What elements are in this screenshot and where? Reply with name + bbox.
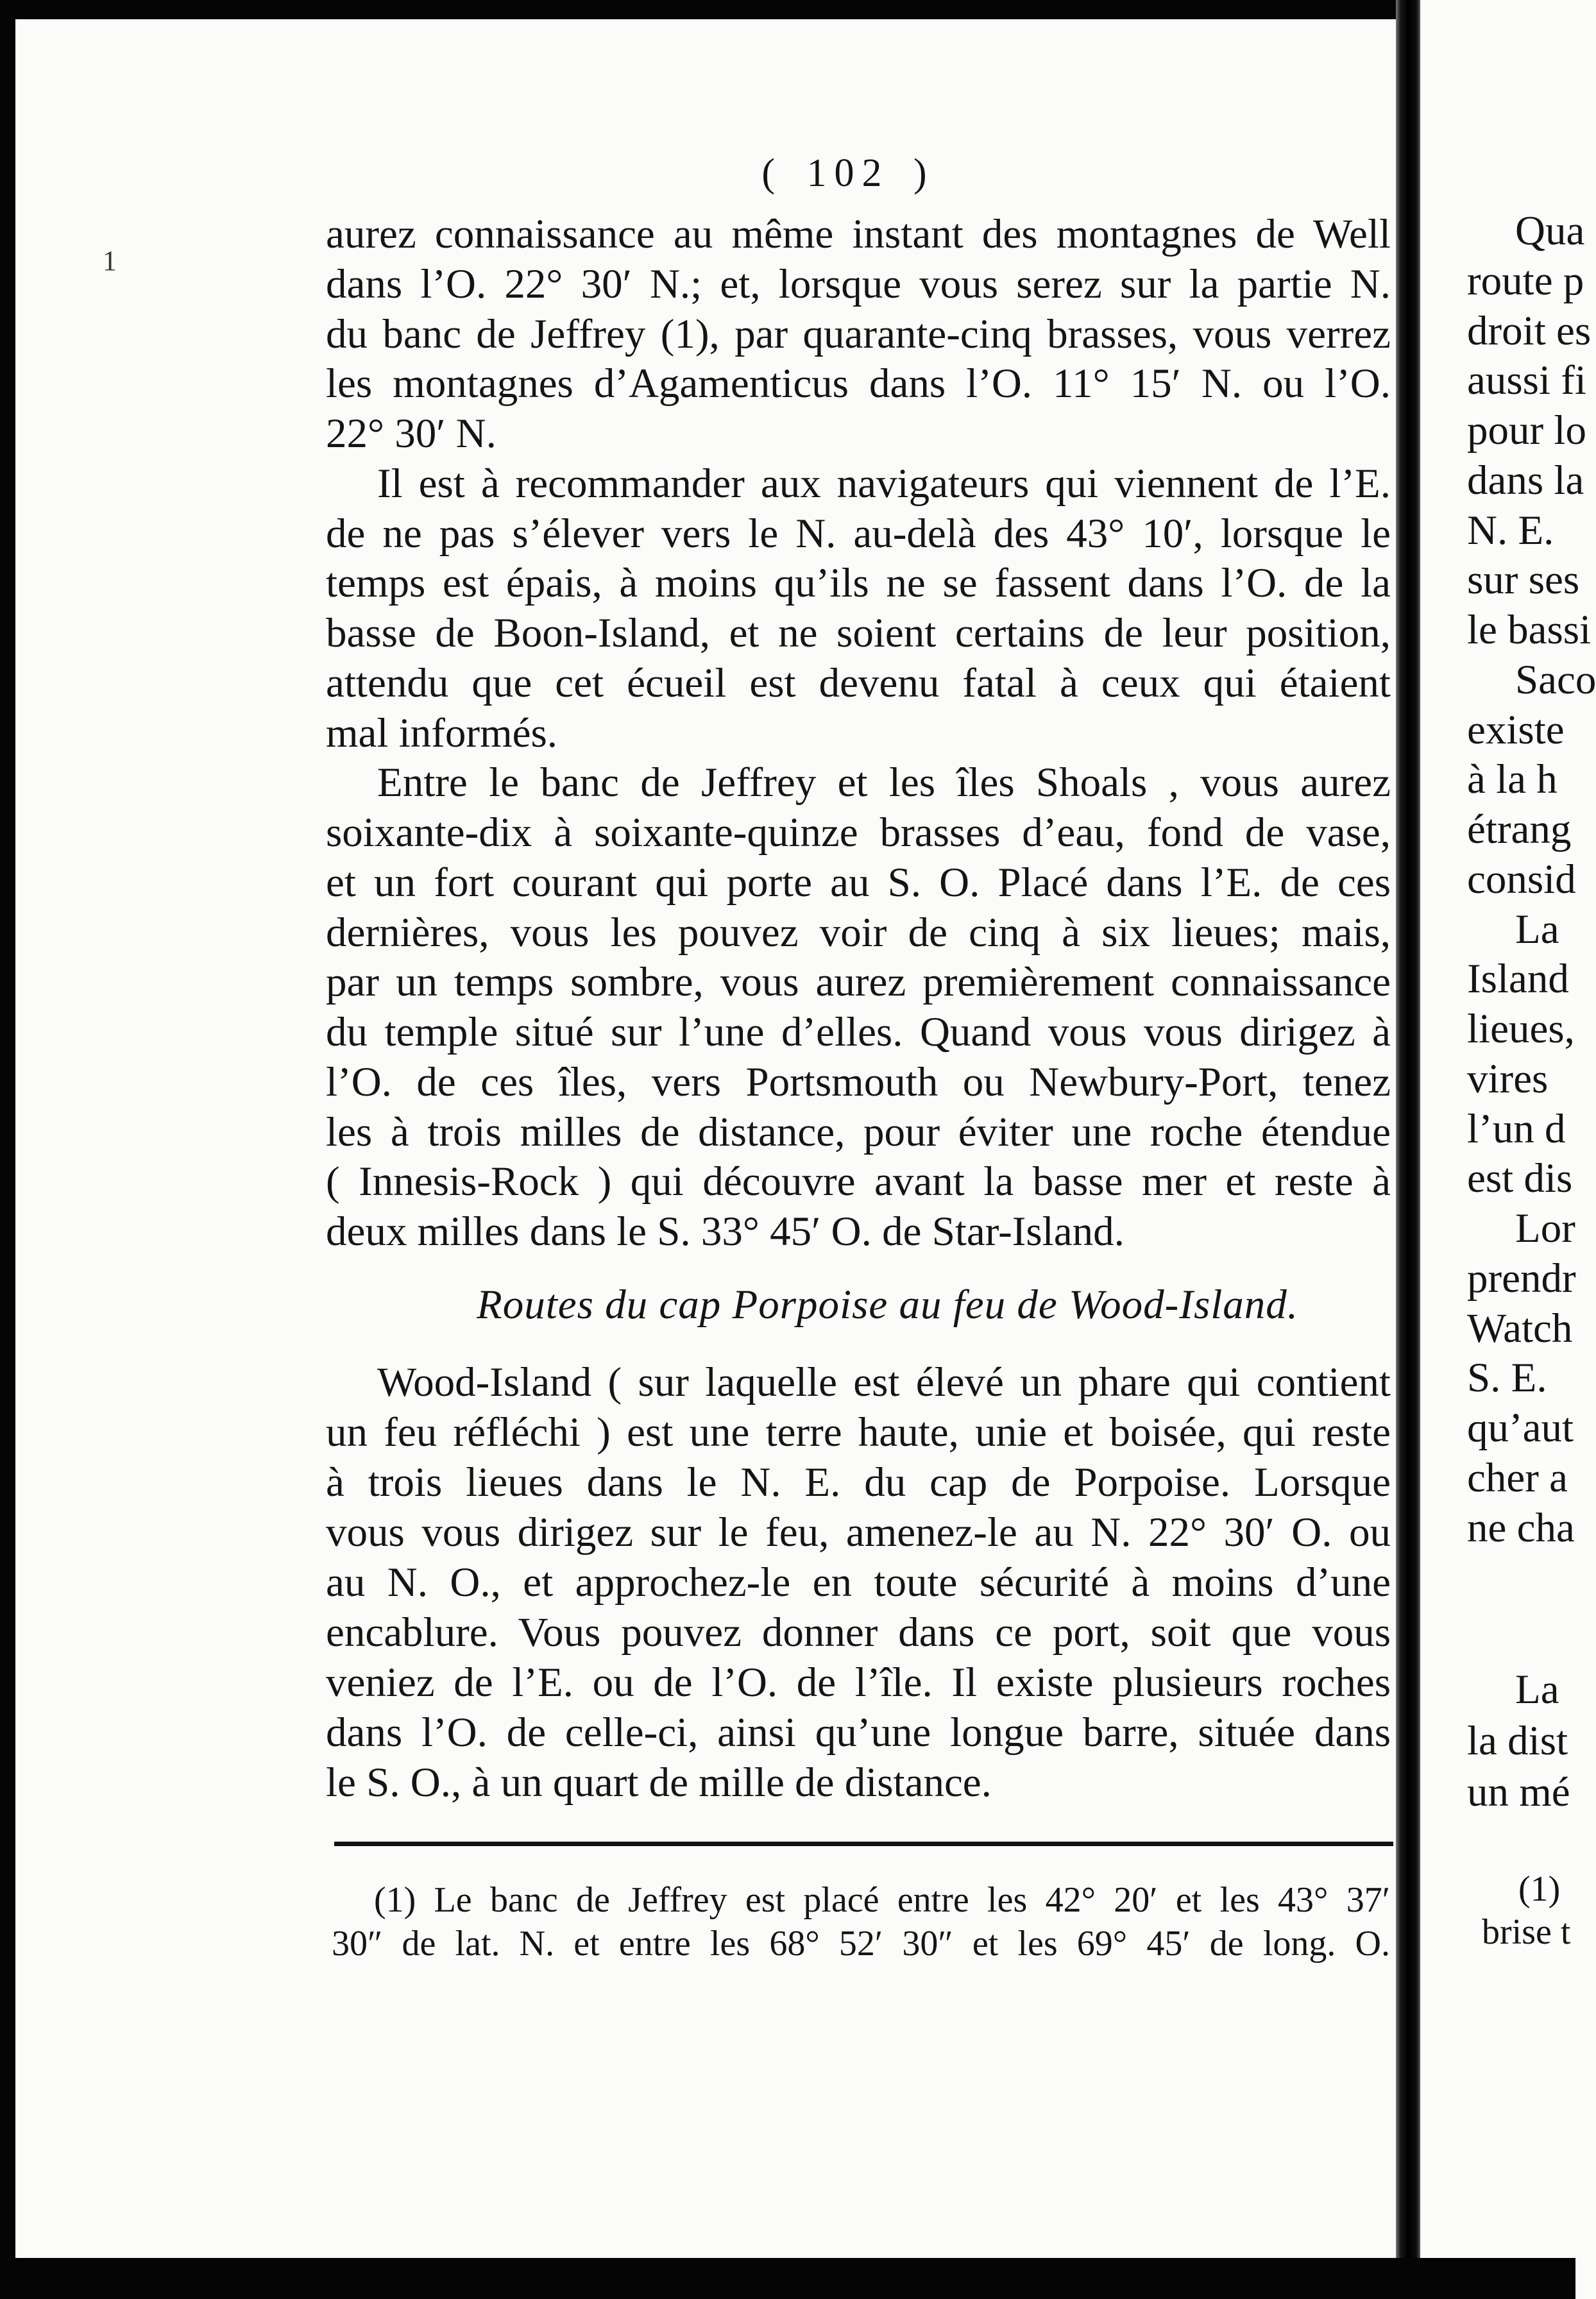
footnote-line: 30″ de lat. N. et entre les 68° 52′ 30″ et les 69° 45′ de long. O. xyxy=(332,1924,1390,1964)
body-text-line: à trois lieues dans le N. E. du cap de Porpoise. Lorsque xyxy=(326,1459,1391,1506)
facing-page-line: un mé xyxy=(1467,1769,1570,1815)
body-text-line: par un temps sombre, vous aurez premièrement connaissance xyxy=(326,959,1391,1006)
body-text-line: et un fort courant qui porte au S. O. Placé dans l’E. de ces xyxy=(326,859,1391,906)
body-text-line: temps est épais, à moins qu’ils ne se fassent dans l’O. de la xyxy=(326,560,1391,607)
scan-border-bottom xyxy=(0,2258,1575,2299)
footnote-rule xyxy=(334,1842,1393,1846)
facing-page-line: sur ses xyxy=(1467,557,1580,604)
facing-page-line: route p xyxy=(1467,257,1584,304)
facing-page-line: ne cha xyxy=(1467,1504,1575,1551)
page-gutter xyxy=(1396,0,1420,2299)
body-text-line: vous vous dirigez sur le feu, amenez-le au N. 22° 30′ O. ou xyxy=(326,1509,1391,1556)
facing-page-line: Saco xyxy=(1515,656,1596,703)
page-number: ( 102 ) xyxy=(761,151,935,195)
facing-page-line: Lor xyxy=(1515,1205,1575,1251)
body-text-line: dans l’O. de celle-ci, ainsi qu’une longue barre, située dans xyxy=(326,1709,1391,1756)
body-text-line: veniez de l’E. ou de l’O. de l’île. Il existe plusieurs roches xyxy=(326,1659,1391,1706)
facing-page-line: Qua xyxy=(1515,208,1585,254)
body-text xyxy=(326,210,1391,1257)
facing-page-line: S. E. xyxy=(1467,1355,1547,1402)
body-text-line: un feu réfléchi ) est une terre haute, unie et boisée, qui reste xyxy=(326,1409,1391,1455)
facing-page-footnote xyxy=(1420,1868,1575,1954)
facing-page-line: étrang xyxy=(1467,806,1572,853)
facing-page-line: dans la xyxy=(1467,457,1584,504)
body-text-line: du temple situé sur l’une d’elles. Quand vous vous dirigez à xyxy=(326,1009,1391,1055)
body-text-line: soixante-dix à soixante-quinze brasses d’eau, fond de vase, xyxy=(326,810,1391,856)
body-text-line: 22° 30′ N. xyxy=(326,411,497,457)
facing-page-line: consid xyxy=(1467,856,1576,903)
body-text-line: le S. O., à un quart de mille de distance. xyxy=(326,1760,992,1806)
facing-page-line: l’un d xyxy=(1467,1105,1566,1152)
body-text-line: les montagnes d’Agamenticus dans l’O. 11° 15′ N. ou l’O. xyxy=(326,361,1391,407)
body-text-line: dans l’O. 22° 30′ N.; et, lorsque vous serez sur la partie N. xyxy=(326,260,1391,307)
body-text-line: encablure. Vous pouvez donner dans ce port, soit que vous xyxy=(326,1609,1391,1656)
scan-border-top xyxy=(0,0,1575,19)
facing-page-line: droit es xyxy=(1467,307,1592,354)
facing-page-line: La xyxy=(1515,906,1559,953)
facing-page-line: à la h xyxy=(1467,756,1558,803)
body-text-line: Entre le banc de Jeffrey et les îles Shoals , vous aurez xyxy=(377,759,1391,806)
facing-page-line: pour lo xyxy=(1467,407,1586,454)
footnote xyxy=(332,1878,1390,1965)
margin-mark: 1 xyxy=(103,245,117,276)
body-text-line: Il est à recommander aux navigateurs qui viennent de l’E. xyxy=(377,460,1391,507)
facing-page-line: la dist xyxy=(1467,1718,1568,1764)
facing-page-line: le bassi xyxy=(1467,607,1592,653)
section-body-text xyxy=(326,1357,1391,1808)
facing-page-line: N. E. xyxy=(1467,507,1554,554)
body-text-line: deux milles dans le S. 33° 45′ O. de Star-Island. xyxy=(326,1209,1125,1255)
facing-page-line: prendr xyxy=(1467,1255,1576,1302)
facing-page-line: Island xyxy=(1467,956,1569,1003)
body-text-line: attendu que cet écueil est devenu fatal à ceux qui étaient xyxy=(326,659,1391,706)
body-text-line: basse de Boon-Island, et ne soient certains de leur position, xyxy=(326,610,1391,656)
body-text-line: au N. O., et approchez-le en toute sécurité à moins d’une xyxy=(326,1559,1391,1606)
facing-page-line: vires xyxy=(1467,1055,1549,1102)
facing-page-line: existe xyxy=(1467,706,1565,753)
body-text-line: Wood-Island ( sur laquelle est élevé un phare qui contient xyxy=(377,1359,1391,1405)
body-text-line: mal informés. xyxy=(326,709,558,756)
facing-page-line: lieues, xyxy=(1467,1006,1575,1052)
facing-page-text xyxy=(1420,207,1596,1553)
scan-border-left xyxy=(0,0,15,2299)
body-text-line: aurez connaissance au même instant des montagnes de Well xyxy=(326,211,1391,257)
body-text-line: du banc de Jeffrey (1), par quarante-cinq brasses, vous verrez xyxy=(326,310,1391,357)
facing-page-line: La xyxy=(1515,1667,1559,1713)
section-heading: Routes du cap Porpoise au feu de Wood-Island. xyxy=(477,1282,1299,1328)
facing-page-line: est dis xyxy=(1467,1155,1573,1202)
body-text-line: les à trois milles de distance, pour éviter une roche étendue xyxy=(326,1108,1391,1155)
facing-page-footnote-line: brise t xyxy=(1482,1912,1571,1952)
facing-page-line: qu’aut xyxy=(1467,1405,1574,1451)
body-text-line: l’O. de ces îles, vers Portsmouth ou Newbury-Port, tenez xyxy=(326,1058,1391,1105)
body-text-line: dernières, vous les pouvez voir de cinq à six lieues; mais, xyxy=(326,909,1391,956)
footnote-line: (1) Le banc de Jeffrey est placé entre les 42° 20′ et les 43° 37′ xyxy=(374,1880,1390,1920)
facing-page-line: Watch xyxy=(1467,1305,1573,1352)
facing-page-footnote-line: (1) xyxy=(1518,1869,1561,1909)
facing-page-lower-text xyxy=(1420,1664,1575,1818)
facing-page-line: aussi fi xyxy=(1467,357,1586,404)
body-text-line: de ne pas s’élever vers le N. au-delà des 43° 10′, lorsque le xyxy=(326,510,1391,557)
facing-page xyxy=(1420,0,1596,2258)
body-text-line: ( Innesis-Rock ) qui découvre avant la basse mer et reste à xyxy=(326,1158,1391,1205)
facing-page-line: cher a xyxy=(1467,1454,1568,1501)
